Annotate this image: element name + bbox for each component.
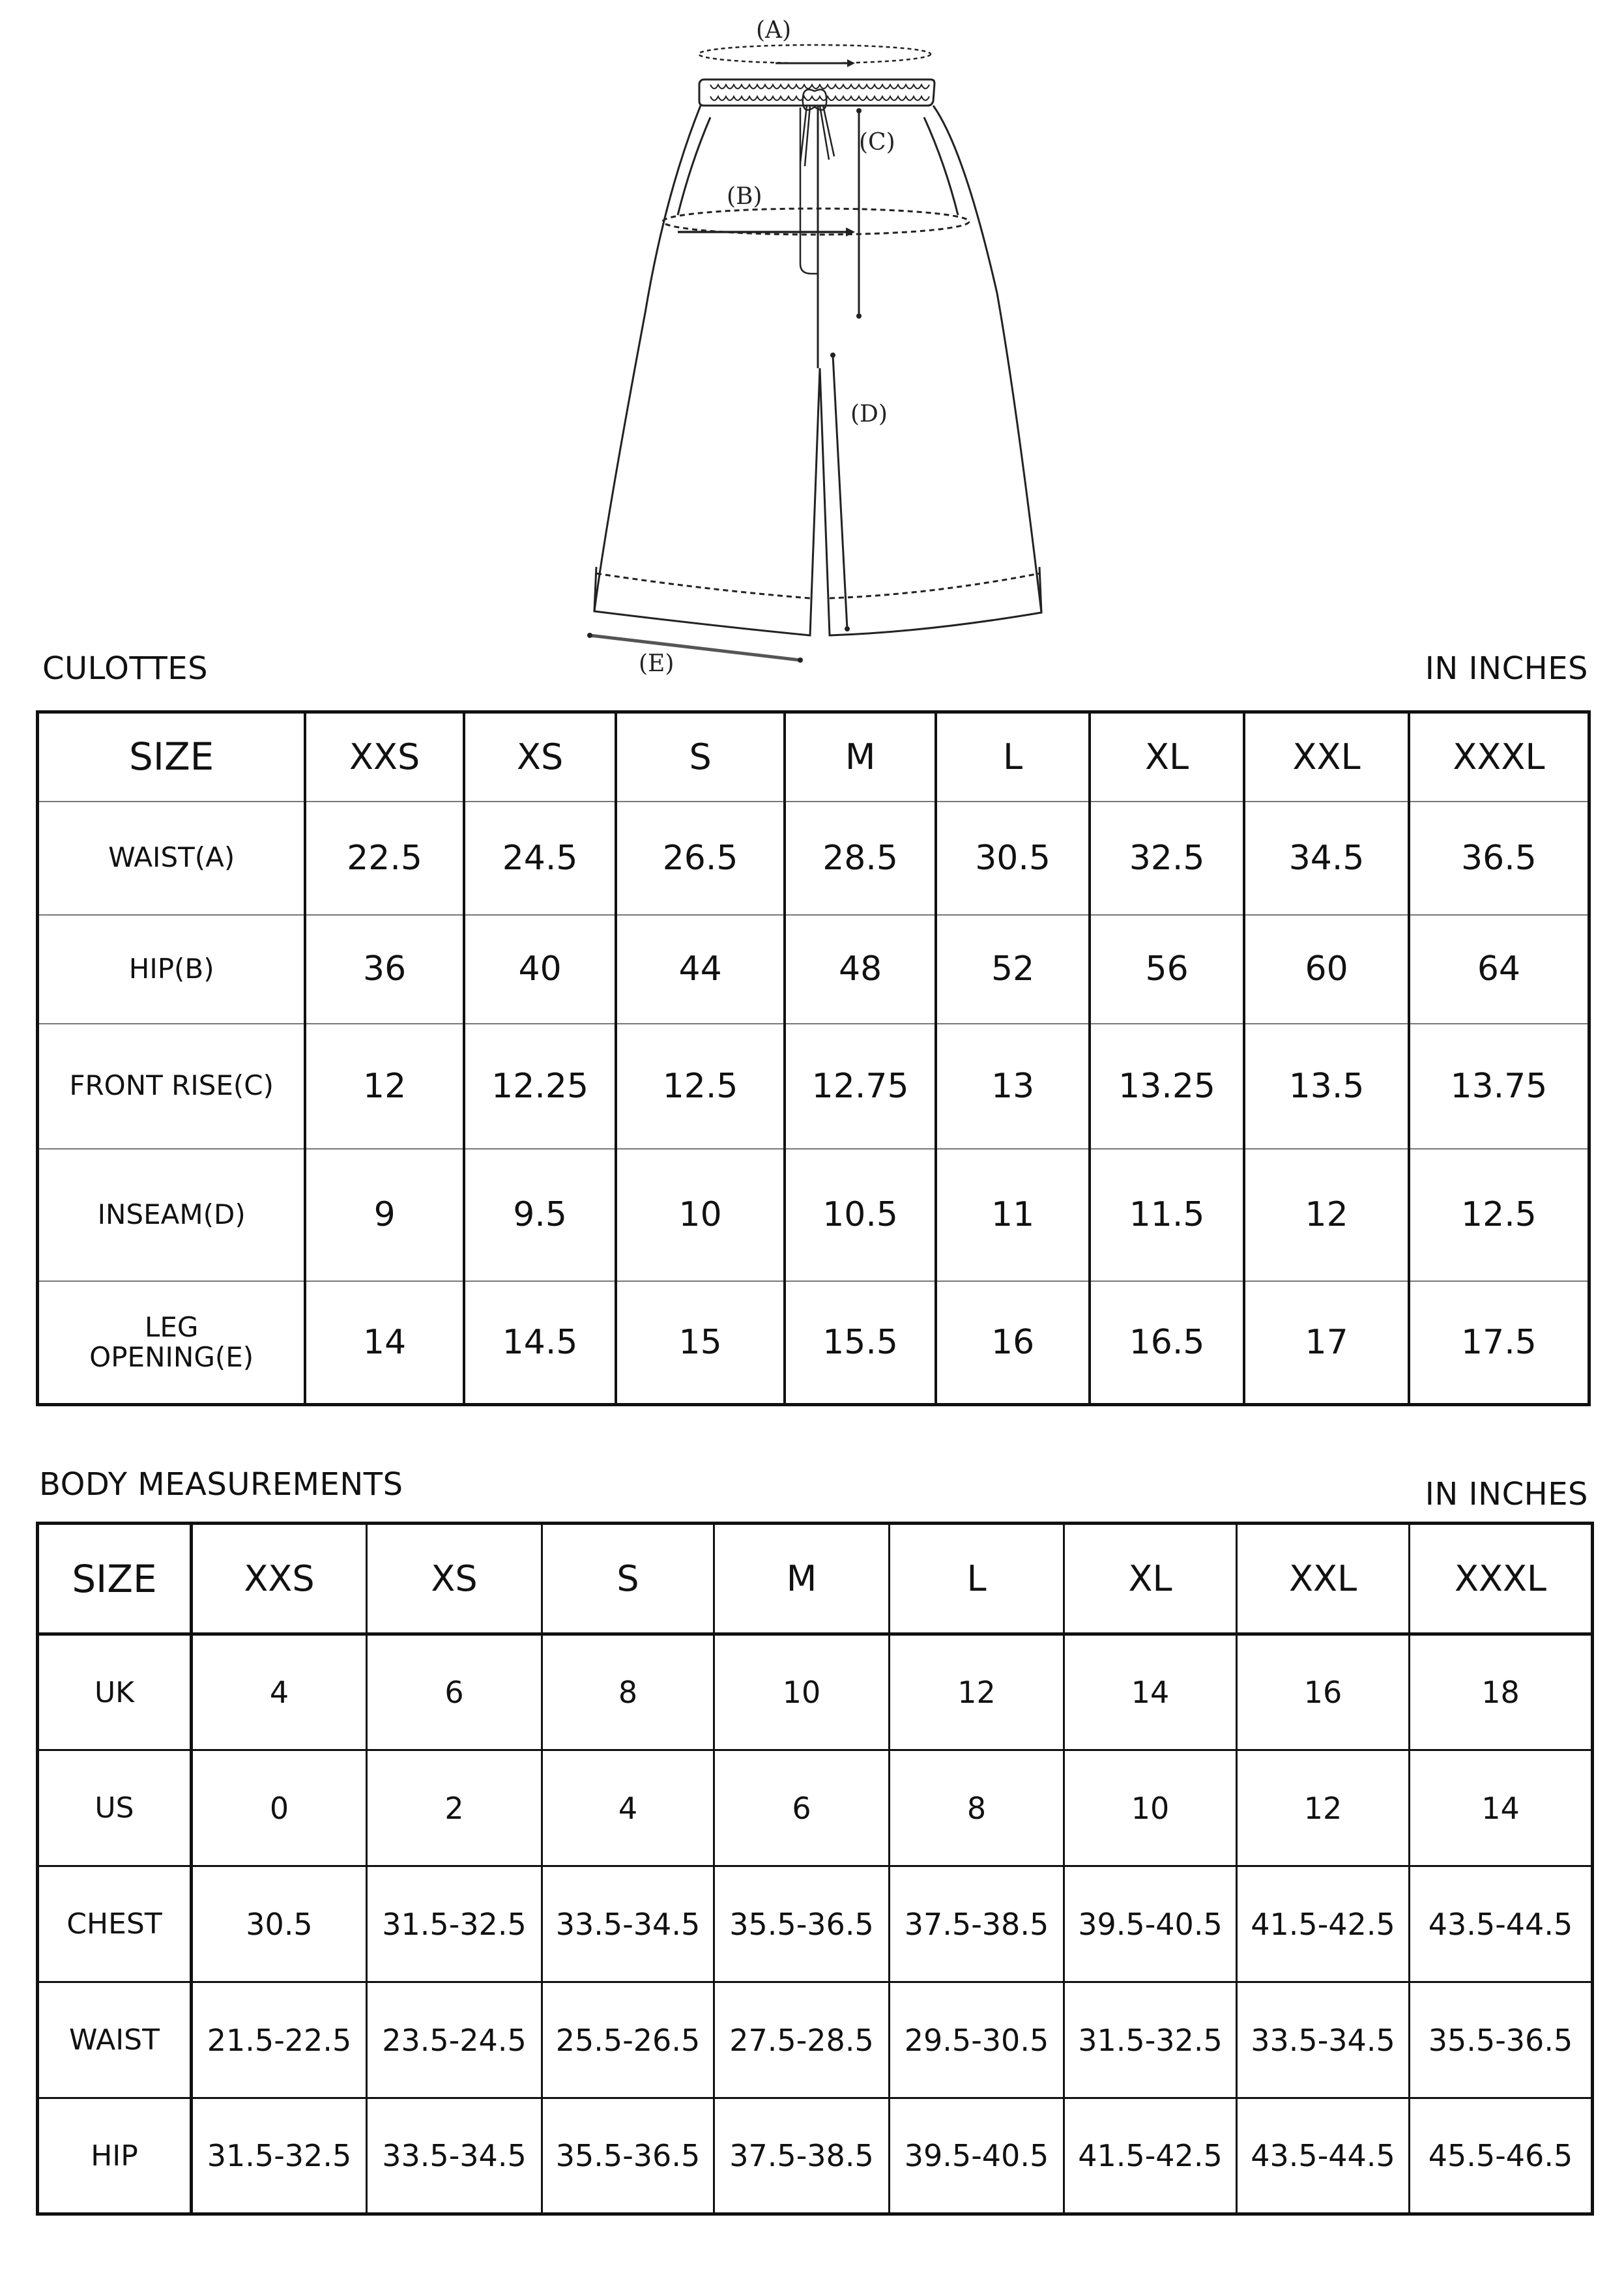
body-units: IN INCHES [1425,1476,1588,1512]
row-label: WAIST [38,1982,192,2098]
cell: 31.5-32.5 [367,1866,542,1982]
cell: 28.5 [785,802,936,915]
row-label: WAIST(A) [38,802,306,915]
hem-edge [594,567,1041,613]
row-label: CHEST [38,1866,192,1982]
cell: 37.5-38.5 [890,1866,1064,1982]
table-row [38,1024,1589,1149]
row-label: US [38,1750,192,1866]
body-title: BODY MEASUREMENTS [39,1466,403,1503]
cell: 56 [1090,915,1244,1024]
cell: 22.5 [305,802,464,915]
table-row [38,1634,1593,1750]
table-row [38,1149,1589,1281]
row-label: FRONT RISE(C) [38,1024,306,1149]
body-header-row [38,1524,1593,1634]
cell: 43.5-44.5 [1410,1866,1593,1982]
cell: 14 [1064,1634,1237,1750]
cell: 44 [616,915,785,1024]
table-row [38,1982,1593,2098]
cell: 12.75 [785,1024,936,1149]
label-c: (C) [859,129,895,156]
cell: 48 [785,915,936,1024]
cell: 39.5-40.5 [890,2098,1064,2214]
cell: 45.5-46.5 [1410,2098,1593,2214]
row-label: HIP(B) [38,915,306,1024]
size-col-m: M [714,1524,890,1634]
cell: 64 [1409,915,1589,1024]
cell: 12 [305,1024,464,1149]
cell: 29.5-30.5 [890,1982,1064,2098]
cell: 30.5 [936,802,1089,915]
cell: 60 [1244,915,1409,1024]
inseam-end-bottom [845,626,850,631]
cell: 9.5 [464,1149,616,1281]
cell: 6 [714,1750,890,1866]
cell: 12 [1244,1149,1409,1281]
right-hem [830,573,1039,598]
cell: 17 [1244,1281,1409,1405]
leg-opening-end-left [587,633,592,638]
cell: 35.5-36.5 [542,2098,714,2214]
cell: 15 [616,1281,785,1405]
size-col-m: M [785,712,936,802]
body-measurements-table [36,1522,1594,2216]
cell: 4 [542,1750,714,1866]
cell: 41.5-42.5 [1237,1866,1410,1982]
cell: 26.5 [616,802,785,915]
culottes-units: IN INCHES [1425,650,1588,687]
inseam-end-top [830,353,835,358]
cell: 13.25 [1090,1024,1244,1149]
row-label: INSEAM(D) [38,1149,306,1281]
cell: 18 [1410,1634,1593,1750]
cell: 12 [890,1634,1064,1750]
cell: 14 [305,1281,464,1405]
size-col-xxxl: XXXL [1410,1524,1593,1634]
cell: 2 [367,1750,542,1866]
front-rise-end-top [856,108,862,113]
cell: 33.5-34.5 [1237,1982,1410,2098]
left-hem [596,573,810,598]
cell: 4 [192,1634,367,1750]
size-col-l: L [936,712,1089,802]
cell: 16 [936,1281,1089,1405]
label-a: (A) [756,17,792,44]
row-label-line: LEG [144,1310,199,1343]
size-col-xxl: XXL [1244,712,1409,802]
cell: 31.5-32.5 [192,2098,367,2214]
row-label [38,1281,306,1405]
table-row [38,2098,1593,2214]
size-col-xl: XL [1090,712,1244,802]
cell: 14 [1410,1750,1593,1866]
size-col-l: L [890,1524,1064,1634]
cell: 40 [464,915,616,1024]
cell: 14.5 [464,1281,616,1405]
cell: 36 [305,915,464,1024]
cell: 35.5-36.5 [1410,1982,1593,2098]
cell: 43.5-44.5 [1237,2098,1410,2214]
cell: 52 [936,915,1089,1024]
cell: 10 [714,1634,890,1750]
cell: 23.5-24.5 [367,1982,542,2098]
waist-measure-ellipse [699,45,931,63]
cell: 36.5 [1409,802,1589,915]
size-col-s: S [616,712,785,802]
cell: 13 [936,1024,1089,1149]
cell: 9 [305,1149,464,1281]
cell: 8 [890,1750,1064,1866]
row-label: HIP [38,2098,192,2214]
row-label-line: OPENING(E) [89,1340,254,1373]
cell: 15.5 [785,1281,936,1405]
cell: 12.25 [464,1024,616,1149]
size-col-xxs: XXS [305,712,464,802]
size-header: SIZE [72,1556,157,1601]
cell: 39.5-40.5 [1064,1866,1237,1982]
label-e: (E) [639,650,674,677]
cell: 12.5 [616,1024,785,1149]
cell: 0 [192,1750,367,1866]
size-col-xxxl: XXXL [1409,712,1589,802]
cell: 16.5 [1090,1281,1244,1405]
cell: 30.5 [192,1866,367,1982]
table-row [38,1866,1593,1982]
size-col-s: S [542,1524,714,1634]
size-col-xs: XS [367,1524,542,1634]
size-col-xxs: XXS [192,1524,367,1634]
table-row [38,802,1589,915]
inseam-line [833,355,847,629]
cell: 31.5-32.5 [1064,1982,1237,2098]
culottes-diagram [0,0,1624,691]
size-col-xs: XS [464,712,616,802]
waistband [699,80,935,106]
cell: 33.5-34.5 [542,1866,714,1982]
table-row [38,915,1589,1024]
cell: 41.5-42.5 [1064,2098,1237,2214]
leg-opening-end-right [798,658,803,663]
cell: 12.5 [1409,1149,1589,1281]
cell: 10 [616,1149,785,1281]
size-col-xl: XL [1064,1524,1237,1634]
waistband-shirring [710,85,929,100]
cell: 33.5-34.5 [367,2098,542,2214]
cell: 24.5 [464,802,616,915]
cell: 6 [367,1634,542,1750]
table-row [38,1750,1593,1866]
culottes-header-row [38,712,1589,802]
cell: 32.5 [1090,802,1244,915]
cell: 10 [1064,1750,1237,1866]
cell: 8 [542,1634,714,1750]
label-d: (D) [850,401,888,427]
row-label: UK [38,1634,192,1750]
cell: 11.5 [1090,1149,1244,1281]
fly-stitch [800,108,818,274]
left-pocket [678,117,710,215]
cell: 17.5 [1409,1281,1589,1405]
cell: 12 [1237,1750,1410,1866]
cell: 21.5-22.5 [192,1982,367,2098]
cell: 27.5-28.5 [714,1982,890,2098]
cell: 35.5-36.5 [714,1866,890,1982]
size-col-xxl: XXL [1237,1524,1410,1634]
cell: 13.75 [1409,1024,1589,1149]
front-rise-end-bottom [856,313,862,319]
cell: 34.5 [1244,802,1409,915]
hip-measure-ellipse [663,209,969,235]
cell: 11 [936,1149,1089,1281]
waist-arrowhead [847,59,855,67]
culottes-size-table [36,710,1591,1406]
cell: 16 [1237,1634,1410,1750]
size-header: SIZE [129,734,214,779]
right-pocket [924,117,958,215]
culottes-title: CULOTTES [42,650,209,687]
cell: 10.5 [785,1149,936,1281]
cell: 37.5-38.5 [714,2098,890,2214]
table-row [38,1281,1589,1405]
cell: 13.5 [1244,1024,1409,1149]
leg-opening-line [590,635,800,660]
label-b: (B) [727,183,762,210]
cell: 25.5-26.5 [542,1982,714,2098]
